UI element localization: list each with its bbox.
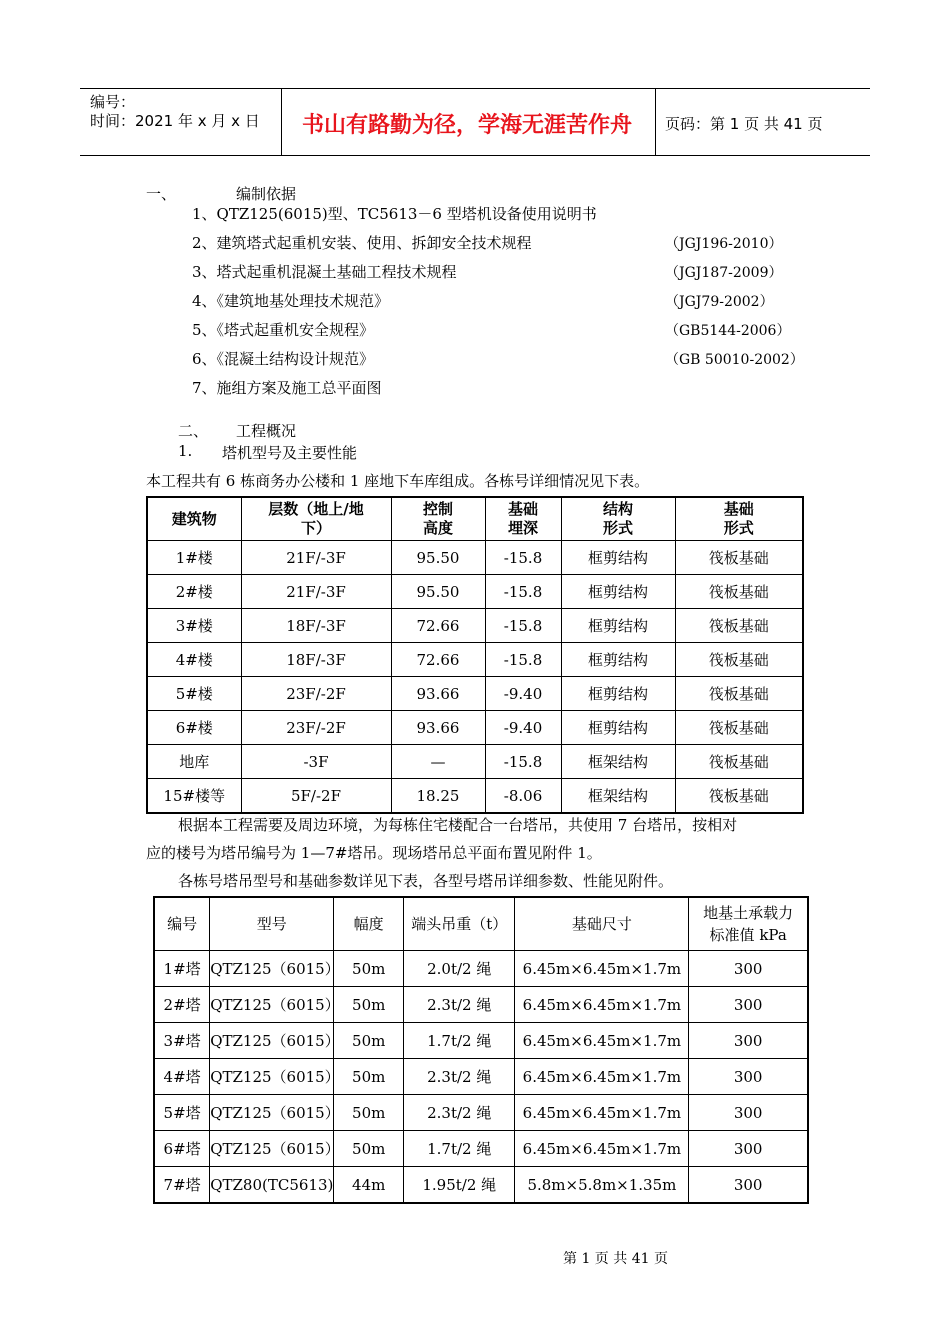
cell: -9.40 [485,711,561,745]
cell: -15.8 [485,745,561,779]
section1-item-6: 6、《混凝土结构设计规范》 [192,350,375,368]
cell: 50m [334,951,404,987]
section2-sub-title: 塔机型号及主要性能 [222,444,358,462]
table-row [147,541,803,575]
table-row [147,609,803,643]
cell: 300 [689,987,808,1023]
col-radius: 幅度 [334,897,404,951]
header-code-label: 编号： [90,93,136,111]
cell: 3#楼 [147,609,241,643]
col-base-size: 基础尺寸 [515,897,689,951]
cell: 300 [689,1059,808,1095]
cell: 1#塔 [154,951,210,987]
cell: -15.8 [485,643,561,677]
cell: 18F/-3F [241,609,391,643]
section1-item-5: 5、《塔式起重机安全规程》 [192,321,375,339]
section2-title: 工程概况 [236,422,297,440]
building-table-header [147,497,803,541]
cell: 6.45m×6.45m×1.7m [515,1059,689,1095]
header-motto: 书山有路勤为径，学海无涯苦作舟 [302,113,633,138]
building-table [146,496,804,814]
table-row [154,951,808,987]
col-bearing-text: 地基土承载力 标准值 kPa [703,904,794,944]
section1-item-2: 2、建筑塔式起重机安装、使用、拆卸安全技术规程 [192,234,532,252]
cell: 6#塔 [154,1131,210,1167]
cell: 50m [334,987,404,1023]
cell: 筏板基础 [675,779,803,814]
cell: 72.66 [391,609,485,643]
section1-number: 一、 [146,185,177,203]
cell: QTZ125（6015） [210,1023,334,1059]
section1-item-4-std: （JGJ79-2002） [665,294,774,310]
table-row [147,745,803,779]
table-row [154,1167,808,1204]
cell: 筏板基础 [675,677,803,711]
col-height [391,497,485,541]
cell: 5.8m×5.8m×1.35m [515,1167,689,1204]
cell: 6.45m×6.45m×1.7m [515,1023,689,1059]
cell: 筏板基础 [675,711,803,745]
cell: 300 [689,1131,808,1167]
cell: 框剪结构 [561,609,675,643]
section1-item-2-std: （JGJ196-2010） [665,236,783,252]
cell: 筏板基础 [675,575,803,609]
cell: 筏板基础 [675,745,803,779]
cell: 1.7t/2 绳 [404,1131,515,1167]
cell: — [391,745,485,779]
header-page-info: 页码：第 1 页 共 41 页 [665,115,823,133]
section2-number: 二、 [178,422,209,440]
cell: 95.50 [391,575,485,609]
section2-sub-number: 1. [178,442,193,460]
cell: 4#塔 [154,1059,210,1095]
cell: 2.3t/2 绳 [404,1059,515,1095]
header-divider-right [655,88,656,155]
cell: QTZ80(TC5613) [210,1167,334,1204]
cell: 3#塔 [154,1023,210,1059]
cell: 5F/-2F [241,779,391,814]
cell: 框剪结构 [561,643,675,677]
cell: 筏板基础 [675,541,803,575]
col-id: 编号 [154,897,210,951]
cell: -9.40 [485,677,561,711]
cell: 50m [334,1059,404,1095]
cell: 框架结构 [561,779,675,814]
col-bearing [689,897,808,951]
col-height-text: 控制 高度 [422,500,453,537]
table-row [147,711,803,745]
cell: 地库 [147,745,241,779]
cell: 93.66 [391,711,485,745]
col-floors-text: 层数（地上/地 下） [268,500,364,537]
cell: QTZ125（6015） [210,987,334,1023]
table-row [154,1059,808,1095]
cell: 23F/-2F [241,677,391,711]
header-bottom-rule [80,155,870,156]
crane-table [153,896,809,1204]
cell: QTZ125（6015） [210,1059,334,1095]
cell: 44m [334,1167,404,1204]
cell: 1.95t/2 绳 [404,1167,515,1204]
cell: 6.45m×6.45m×1.7m [515,987,689,1023]
section2-para1-line2: 应的楼号为塔吊编号为 1—7#塔吊。现场塔吊总平面布置见附件 1。 [146,844,602,862]
col-model: 型号 [210,897,334,951]
cell: 框剪结构 [561,677,675,711]
cell: 6.45m×6.45m×1.7m [515,951,689,987]
section1-item-4: 4、《建筑地基处理技术规范》 [192,292,390,310]
cell: 2#楼 [147,575,241,609]
col-tip-load: 端头吊重（t） [404,897,515,951]
cell: 21F/-3F [241,541,391,575]
section1-item-5-std: （GB5144-2006） [665,323,791,339]
section1-item-6-std: （GB 50010-2002） [665,352,804,368]
cell: 框架结构 [561,745,675,779]
table-row [147,575,803,609]
cell: 框剪结构 [561,541,675,575]
section1-item-1: 1、QTZ125(6015)型、TC5613－6 型塔机设备使用说明书 [192,205,597,223]
cell: 1#楼 [147,541,241,575]
page-footer: 第 1 页 共 41 页 [563,1251,668,1267]
cell: 5#塔 [154,1095,210,1131]
cell: 23F/-2F [241,711,391,745]
table-row [154,1095,808,1131]
col-structure [561,497,675,541]
cell: 72.66 [391,643,485,677]
cell: 50m [334,1023,404,1059]
table-row [154,1023,808,1059]
table-row [154,1131,808,1167]
section1-item-3: 3、塔式起重机混凝土基础工程技术规程 [192,263,457,281]
table-row [147,779,803,814]
cell: QTZ125（6015） [210,1131,334,1167]
section1-item-3-std: （JGJ187-2009） [665,265,783,281]
col-foundation-text: 基础 形式 [723,500,754,537]
cell: 300 [689,1095,808,1131]
cell: 6.45m×6.45m×1.7m [515,1095,689,1131]
cell: 框剪结构 [561,711,675,745]
cell: 95.50 [391,541,485,575]
cell: 筏板基础 [675,609,803,643]
cell: 1.7t/2 绳 [404,1023,515,1059]
cell: -15.8 [485,609,561,643]
header-divider-left [281,88,282,155]
col-structure-text: 结构 形式 [602,500,633,537]
table-row [154,987,808,1023]
cell: 93.66 [391,677,485,711]
cell: 6.45m×6.45m×1.7m [515,1131,689,1167]
cell: 300 [689,1023,808,1059]
table-row [147,643,803,677]
cell: 5#楼 [147,677,241,711]
cell: 50m [334,1095,404,1131]
col-floors [241,497,391,541]
cell: 300 [689,951,808,987]
header-time-label: 时间：2021 年 x 月 x 日 [90,112,260,130]
cell: 300 [689,1167,808,1204]
cell: 7#塔 [154,1167,210,1204]
section2-intro: 本工程共有 6 栋商务办公楼和 1 座地下车库组成。各栋号详细情况见下表。 [146,472,650,490]
crane-table-header [154,897,808,951]
section2-para2: 各栋号塔吊型号和基础参数详见下表，各型号塔吊详细参数、性能见附件。 [178,872,674,890]
cell: 15#楼等 [147,779,241,814]
col-foundation [675,497,803,541]
cell: 筏板基础 [675,643,803,677]
cell: QTZ125（6015） [210,1095,334,1131]
cell: 21F/-3F [241,575,391,609]
cell: -15.8 [485,541,561,575]
cell: -3F [241,745,391,779]
cell: 2.0t/2 绳 [404,951,515,987]
col-building: 建筑物 [147,497,241,541]
cell: 4#楼 [147,643,241,677]
cell: 框剪结构 [561,575,675,609]
cell: 50m [334,1131,404,1167]
section2-para1-line1: 根据本工程需要及周边环境，为每栋住宅楼配合一台塔吊，共使用 7 台塔吊，按相对 [178,816,738,834]
cell: -8.06 [485,779,561,814]
cell: 18.25 [391,779,485,814]
cell: 2#塔 [154,987,210,1023]
cell: 18F/-3F [241,643,391,677]
section1-item-7: 7、施组方案及施工总平面图 [192,379,382,397]
header-top-rule [80,88,870,89]
cell: 2.3t/2 绳 [404,1095,515,1131]
col-depth-text: 基础 埋深 [507,500,538,537]
col-depth [485,497,561,541]
cell: 6#楼 [147,711,241,745]
table-row [147,677,803,711]
section1-title: 编制依据 [236,185,297,203]
cell: 2.3t/2 绳 [404,987,515,1023]
cell: -15.8 [485,575,561,609]
cell: QTZ125（6015） [210,951,334,987]
